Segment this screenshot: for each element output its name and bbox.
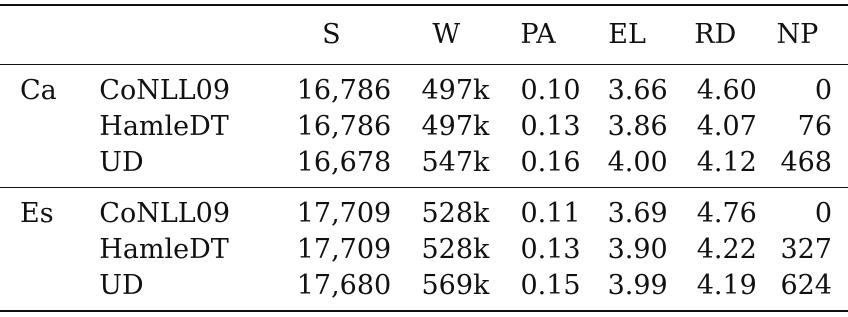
language-cell: Ca [20, 75, 57, 106]
pa-cell: 0.16 [520, 147, 581, 178]
rd-cell: 4.12 [696, 147, 757, 178]
table-row [0, 109, 848, 145]
table-row [0, 268, 848, 311]
np-cell: 76 [797, 111, 832, 142]
header-s: S [322, 19, 341, 50]
pa-cell: 0.10 [520, 75, 581, 106]
pa-cell: 0.11 [520, 198, 581, 229]
scheme-cell: UD [99, 147, 144, 178]
rd-cell: 4.76 [696, 198, 757, 229]
scheme-cell: CoNLL09 [99, 75, 231, 106]
language-cell [0, 232, 99, 268]
language-cell [0, 145, 99, 188]
s-cell: 16,786 [296, 111, 392, 142]
language-cell [0, 109, 99, 145]
el-cell: 4.00 [607, 147, 668, 178]
header-scheme [99, 5, 271, 65]
s-cell: 17,709 [296, 234, 392, 265]
group-spanish [0, 188, 848, 312]
rd-cell: 4.22 [696, 234, 757, 265]
el-cell: 3.90 [607, 234, 668, 265]
el-cell: 3.66 [607, 75, 668, 106]
treebank-statistics-table [0, 4, 848, 312]
el-cell: 3.99 [607, 270, 668, 301]
header-language [0, 5, 99, 65]
np-cell: 468 [780, 147, 832, 178]
header-row [0, 5, 848, 65]
table-header [0, 5, 848, 65]
table-row [0, 232, 848, 268]
scheme-cell: CoNLL09 [99, 198, 231, 229]
scheme-cell: HamleDT [99, 111, 229, 142]
w-cell: 569k [421, 270, 490, 301]
table-row [0, 65, 848, 110]
w-cell: 528k [421, 198, 490, 229]
pa-cell: 0.13 [520, 111, 581, 142]
np-cell: 0 [814, 75, 832, 106]
rd-cell: 4.19 [696, 270, 757, 301]
pa-cell: 0.15 [520, 270, 581, 301]
el-cell: 3.69 [607, 198, 668, 229]
pa-cell: 0.13 [520, 234, 581, 265]
header-rd: RD [694, 19, 737, 50]
w-cell: 528k [421, 234, 490, 265]
table-row [0, 188, 848, 233]
w-cell: 547k [421, 147, 490, 178]
language-cell [0, 268, 99, 311]
language-cell: Es [20, 198, 54, 229]
s-cell: 17,680 [296, 270, 392, 301]
table-row [0, 145, 848, 188]
header-w: W [432, 19, 461, 50]
scheme-cell: HamleDT [99, 234, 229, 265]
w-cell: 497k [421, 75, 490, 106]
header-np: NP [776, 19, 819, 50]
header-el: EL [608, 19, 646, 50]
w-cell: 497k [421, 111, 490, 142]
s-cell: 16,786 [296, 75, 392, 106]
scheme-cell: UD [99, 270, 144, 301]
rd-cell: 4.60 [696, 75, 757, 106]
s-cell: 17,709 [296, 198, 392, 229]
np-cell: 624 [780, 270, 832, 301]
s-cell: 16,678 [296, 147, 392, 178]
np-cell: 327 [780, 234, 832, 265]
header-pa: PA [520, 19, 556, 50]
group-catalan [0, 65, 848, 188]
np-cell: 0 [814, 198, 832, 229]
el-cell: 3.86 [607, 111, 668, 142]
rd-cell: 4.07 [696, 111, 757, 142]
